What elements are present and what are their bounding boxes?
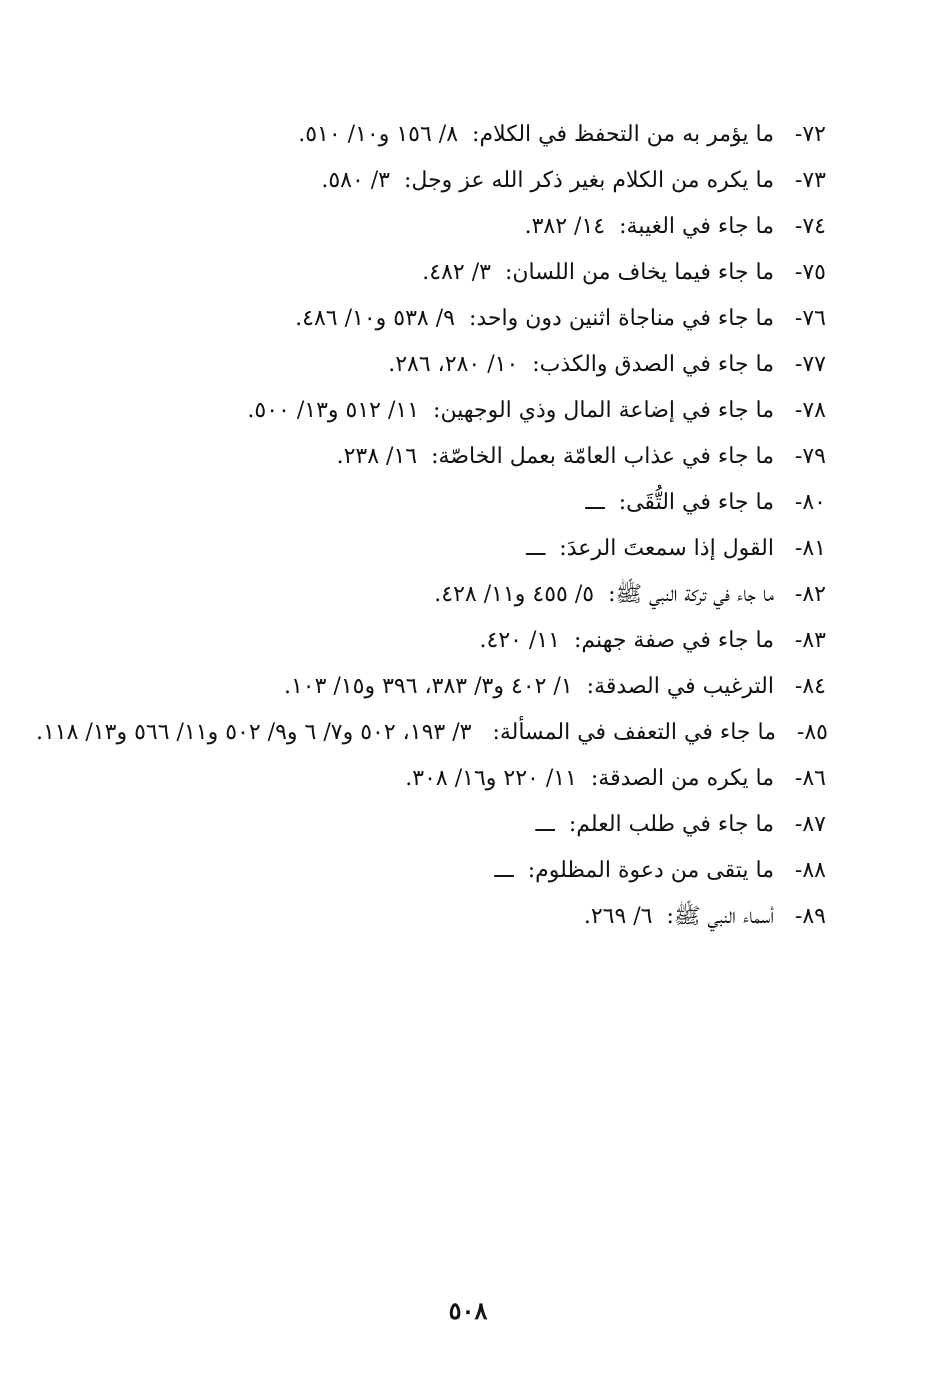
entry-number: ٧٧- <box>794 352 826 377</box>
list-item <box>86 158 826 204</box>
list-item <box>86 848 826 894</box>
entry-title: القول إذا سمعتَ الرعدَ: <box>559 536 774 561</box>
entry-title: ما جاء في التُّقَى: <box>618 490 774 515</box>
entry-number: ٨٧- <box>794 812 826 837</box>
entry-body <box>0 710 776 756</box>
entry-title: ما جاء في مناجاة اثنين دون واحد: <box>468 306 774 331</box>
list-item <box>86 250 826 296</box>
entry-title: ما جاء في إضاعة المال وذي الوجهين: <box>433 398 774 423</box>
entry-number: ٨٦- <box>794 766 826 791</box>
entry-number: ٧٤- <box>794 214 826 239</box>
entry-title: ما يكره من الصدقة: <box>590 766 774 791</box>
list-item <box>86 802 826 848</box>
entry-reference: ـــ <box>525 536 546 561</box>
entry-title: ما جاء في الصدق والكذب: <box>532 352 774 377</box>
entry-number: ٧٥- <box>794 260 826 285</box>
entry-reference: ١٠/ ٢٨٠، ٢٨٦. <box>388 352 519 377</box>
entry-reference: ١/ ٤٠٢ و٣/ ٣٨٣، ٣٩٦ و١٥/ ١٠٣. <box>283 674 573 699</box>
entry-reference: ٨/ ١٥٦ و١٠/ ٥١٠. <box>298 122 459 147</box>
entry-number: ٨٥- <box>796 720 828 745</box>
entry-title: ما جاء في صفة جهنم: <box>574 628 774 653</box>
list-item <box>86 204 826 250</box>
list-item <box>86 480 826 526</box>
entry-reference: ٣/ ١٩٣، ٥٠٢ و٧/ ٦ و٩/ ٥٠٢ و١١/ ٥٦٦ و١٣/ ١١٨. <box>35 720 472 745</box>
list-item <box>86 434 826 480</box>
entry-number: ٨٠- <box>794 490 826 515</box>
entry-number: ٨٤- <box>794 674 826 699</box>
list-item <box>86 112 826 158</box>
entry-reference: ٦/ ٢٦٩. <box>583 904 653 929</box>
list-item <box>86 342 826 388</box>
index-list <box>35 112 828 940</box>
entry-number: ٧٢- <box>794 122 826 147</box>
entry-title: ما جاء في طلب العلم: <box>568 812 774 837</box>
entry-reference: ١١/ ٢٢٠ و١٦/ ٣٠٨. <box>405 766 577 791</box>
entry-reference: ٥/ ٤٥٥ و١١/ ٤٢٨. <box>434 582 595 607</box>
entry-number: ٧٨- <box>794 398 826 423</box>
entry-reference: ١٤/ ٣٨٢. <box>524 214 606 239</box>
entry-reference: ١١/ ٥١٢ و١٣/ ٥٠٠. <box>247 398 420 423</box>
entry-number: ٨٢- <box>794 582 826 607</box>
list-item <box>86 618 826 664</box>
list-item <box>86 664 826 710</box>
entry-number: ٨٩- <box>794 904 826 929</box>
entry-reference: ـــ <box>585 490 605 515</box>
entry-title: ما يتقى من دعوة المظلوم: <box>527 858 774 883</box>
list-item <box>86 894 826 940</box>
entry-number: ٧٩- <box>794 444 826 469</box>
entry-number: ٨٣- <box>794 628 826 653</box>
entry-number: ٨١- <box>794 536 826 561</box>
page-number: ٥٠٨ <box>448 1296 488 1325</box>
entry-number: ٨٨- <box>794 858 826 883</box>
entry-title: ما يؤمر به من التحفظ في الكلام: <box>472 122 774 147</box>
entry-title: أسماء النبي ﷺ: <box>666 904 774 929</box>
entry-reference: ـــ <box>535 812 555 837</box>
entry-reference: ١١/ ٤٢٠. <box>479 628 560 653</box>
entry-reference: ـــ <box>494 858 514 883</box>
entry-reference: ١٦/ ٢٣٨. <box>336 444 418 469</box>
list-item <box>86 388 826 434</box>
entry-title: ما يكره من الكلام بغير ذكر الله عز وجل: <box>404 168 774 193</box>
entry-number: ٧٣- <box>794 168 826 193</box>
entry-title: ما جاء في الغيبة: <box>619 214 774 239</box>
entry-title: الترغيب في الصدقة: <box>586 674 774 699</box>
entry-title: ما جاء في التعفف في المسألة: <box>492 720 776 745</box>
list-item <box>86 572 826 618</box>
list-item-wrapped <box>0 710 828 756</box>
list-item <box>86 756 826 802</box>
list-item <box>86 526 826 572</box>
entry-title: ما جاء في تركة النبي ﷺ: <box>608 582 774 607</box>
entry-title: ما جاء في عذاب العامّة بعمل الخاصّة: <box>431 444 774 469</box>
entry-title: ما جاء فيما يخاف من اللسان: <box>504 260 774 285</box>
entry-reference: ٣/ ٤٨٢. <box>422 260 491 285</box>
list-item <box>86 296 826 342</box>
entry-reference: ٩/ ٥٣٨ و١٠/ ٤٨٦. <box>295 306 455 331</box>
entry-number: ٧٦- <box>794 306 826 331</box>
entry-reference: ٣/ ٥٨٠. <box>321 168 390 193</box>
